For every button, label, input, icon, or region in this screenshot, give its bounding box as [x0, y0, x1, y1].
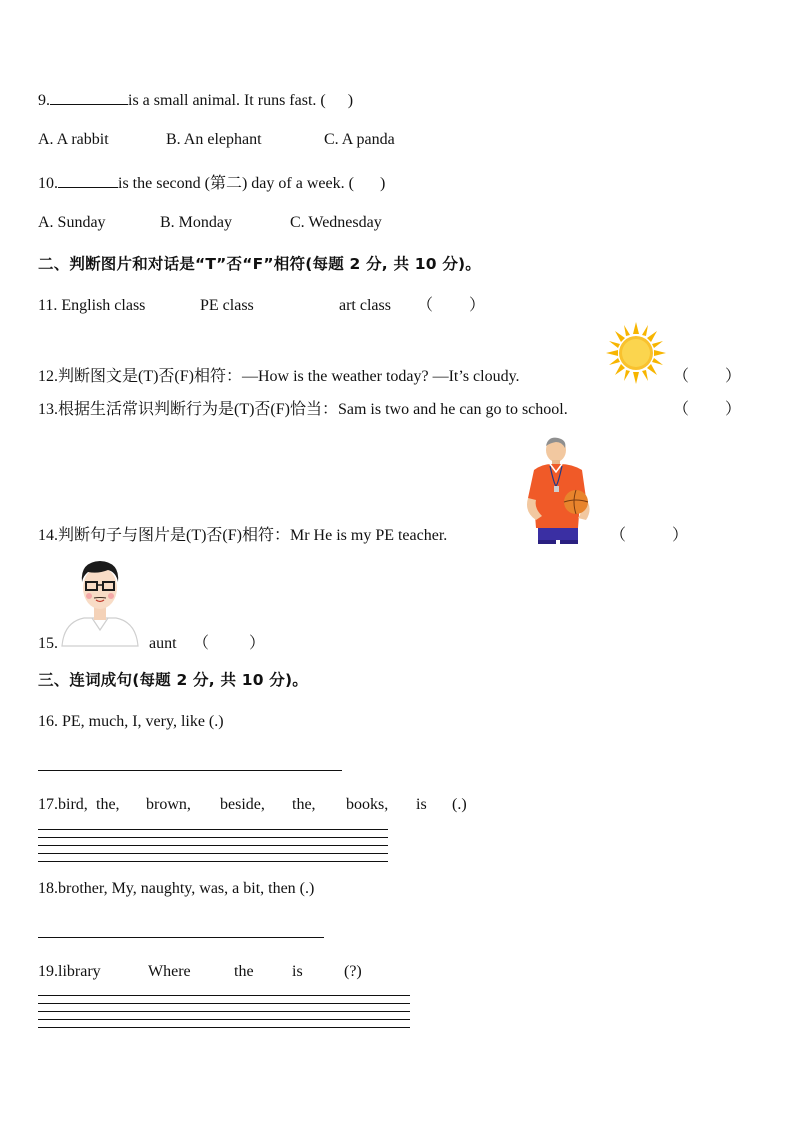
close-paren: )	[347, 92, 354, 109]
close-paren: ）	[725, 401, 742, 418]
sun-icon	[606, 322, 666, 384]
question-number: 9.	[38, 92, 50, 109]
close-paren: ）	[469, 297, 486, 314]
scrambled-word: the,	[96, 796, 120, 813]
pe-teacher-illustration	[520, 436, 600, 544]
answer-line[interactable]	[38, 770, 342, 771]
option-a[interactable]: A. Sunday	[38, 214, 106, 231]
answer-line[interactable]	[38, 937, 324, 938]
answer-line[interactable]	[38, 829, 388, 830]
question-18: 18.brother, My, naughty, was, a bit, then (.)	[38, 880, 315, 897]
scrambled-word: beside,	[220, 796, 265, 813]
answer-line[interactable]	[38, 845, 388, 846]
section-3-title: 三、连词成句(每题 2 分, 共 10 分)。	[38, 671, 308, 689]
answer-line[interactable]	[38, 853, 388, 854]
close-paren: ）	[725, 368, 742, 385]
question-text: 14.判断句子与图片是(T)否(F)相符：Mr He is my PE teacher.	[38, 527, 448, 544]
question-14	[38, 526, 447, 546]
scrambled-word: is	[416, 796, 427, 813]
question-9	[38, 88, 353, 111]
question-10-options	[38, 213, 382, 233]
scrambled-word: the,	[292, 796, 316, 813]
scrambled-word: (?)	[344, 963, 362, 980]
scrambled-word: (.)	[452, 796, 467, 813]
question-11	[38, 296, 485, 316]
question-number: 10.	[38, 175, 58, 192]
option-c[interactable]: C. A panda	[324, 131, 395, 148]
open-paren: （	[417, 297, 434, 314]
question-10	[38, 171, 385, 194]
answer-line[interactable]	[38, 995, 410, 996]
scrambled-word: 19.library	[38, 963, 101, 980]
option-b[interactable]: B. Monday	[160, 214, 232, 231]
question-13	[38, 400, 568, 420]
answer-line[interactable]	[38, 1027, 410, 1028]
open-paren: （	[193, 635, 210, 652]
option-c[interactable]: C. Wednesday	[290, 214, 382, 231]
question-12	[38, 367, 520, 387]
scrambled-word: brown,	[146, 796, 191, 813]
scrambled-word: books,	[346, 796, 389, 813]
question-15	[38, 634, 265, 654]
answer-line[interactable]	[38, 1003, 410, 1004]
scrambled-word: is	[292, 963, 303, 980]
question-text: 12.判断图文是(T)否(F)相符：—How is the weather today? —It’s cloudy.	[38, 368, 520, 385]
question-word: aunt	[149, 635, 177, 652]
answer-blank[interactable]	[58, 171, 118, 188]
answer-blank[interactable]	[50, 88, 128, 105]
question-number: 15.	[38, 635, 58, 652]
answer-line[interactable]	[38, 837, 388, 838]
question-19	[38, 962, 362, 982]
question-16: 16. PE, much, I, very, like (.)	[38, 713, 224, 730]
option-text: PE class	[200, 297, 254, 314]
close-paren: ）	[249, 635, 266, 652]
question-14-answer	[610, 526, 688, 546]
question-text: is a small animal. It runs fast. (	[128, 92, 326, 109]
scrambled-word: the	[234, 963, 254, 980]
question-12-answer	[673, 367, 741, 387]
question-9-options	[38, 130, 395, 150]
option-text: art class	[339, 297, 391, 314]
open-paren: （	[673, 401, 690, 418]
close-paren: )	[379, 175, 386, 192]
question-13-answer	[673, 400, 741, 420]
question-text: 13.根据生活常识判断行为是(T)否(F)恰当：Sam is two and he can go to school.	[38, 401, 568, 418]
answer-line[interactable]	[38, 1011, 410, 1012]
scrambled-word: Where	[148, 963, 191, 980]
close-paren: ）	[672, 527, 689, 544]
question-text: is the second (第二) day of a week. (	[118, 175, 354, 192]
section-2-title: 二、判断图片和对话是“T”否“F”相符(每题 2 分, 共 10 分)。	[38, 255, 482, 273]
question-17	[38, 795, 467, 815]
option-b[interactable]: B. An elephant	[166, 131, 262, 148]
open-paren: （	[610, 527, 627, 544]
answer-line[interactable]	[38, 861, 388, 862]
answer-line[interactable]	[38, 1019, 410, 1020]
question-text: 11. English class	[38, 297, 146, 314]
open-paren: （	[673, 368, 690, 385]
option-a[interactable]: A. A rabbit	[38, 131, 109, 148]
scrambled-word: 17.bird,	[38, 796, 88, 813]
